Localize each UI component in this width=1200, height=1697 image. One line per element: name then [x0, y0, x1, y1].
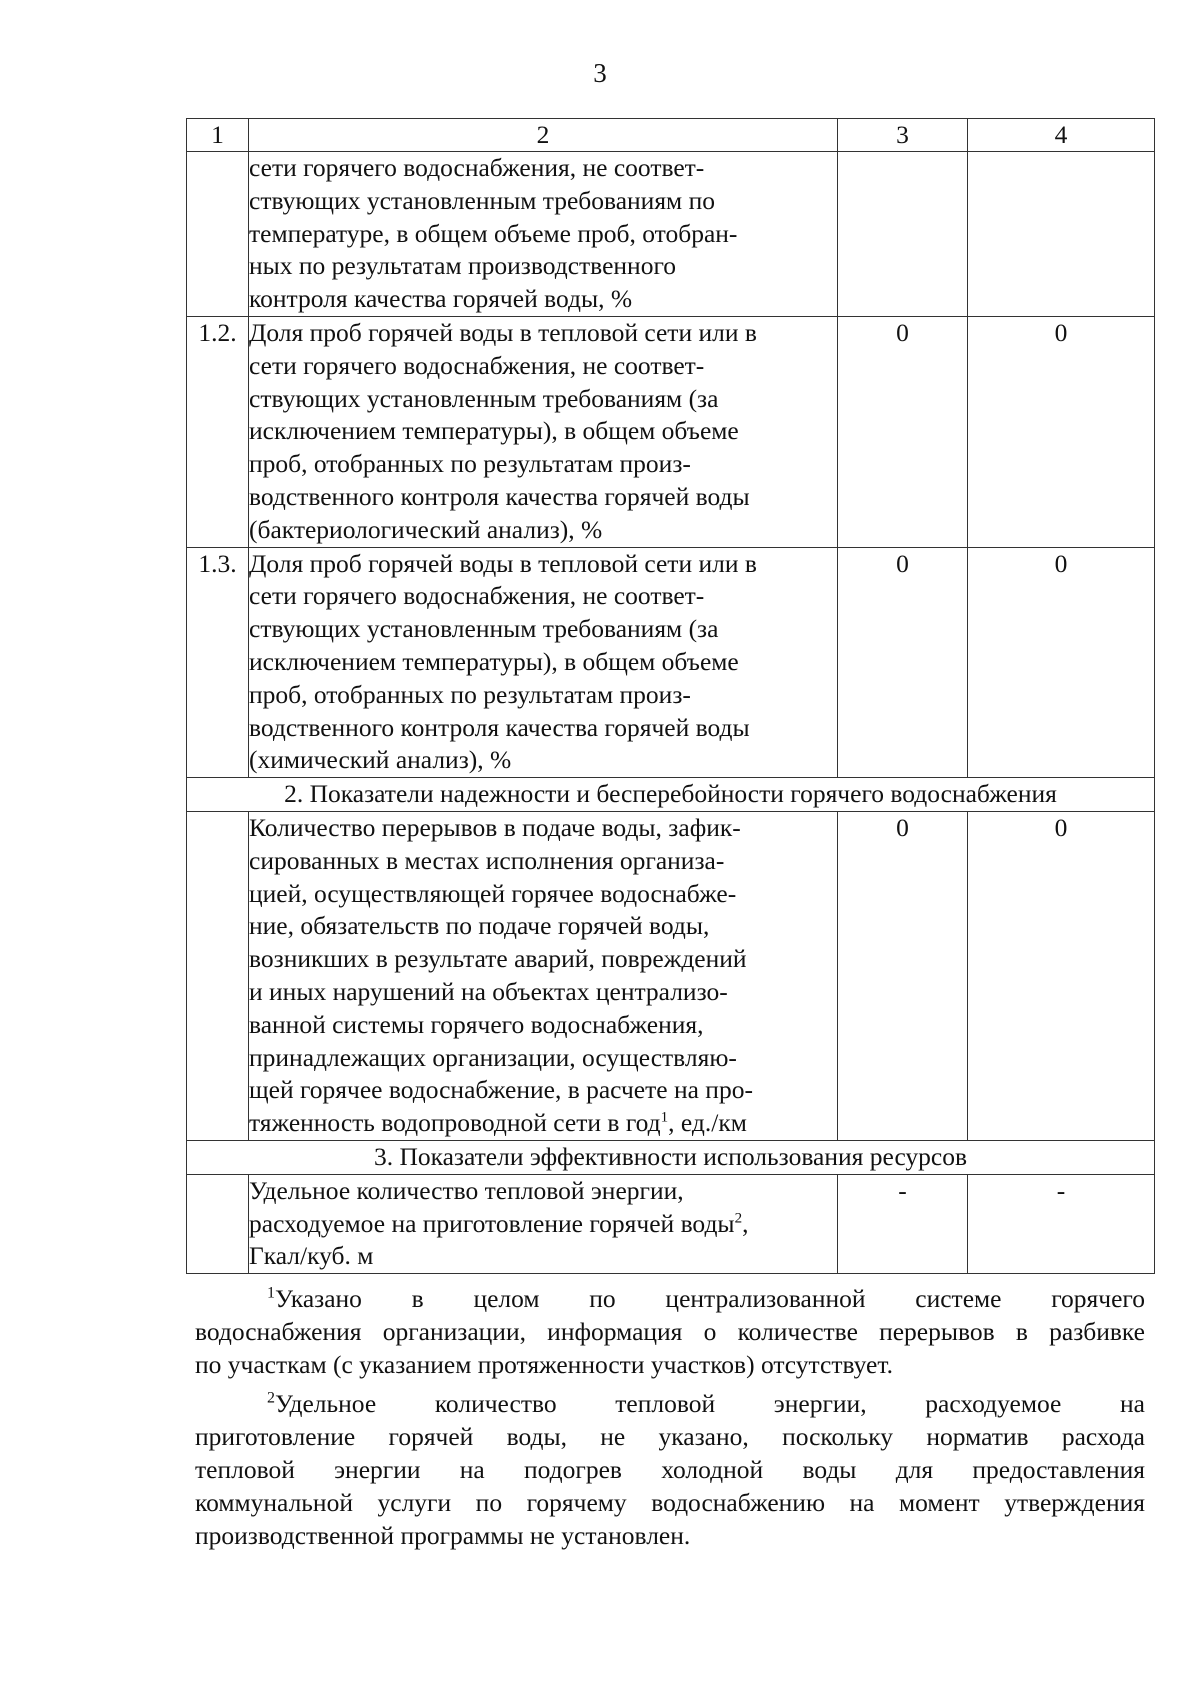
- value-col-3: 0: [838, 547, 968, 778]
- footnote-ref-1: 1: [660, 1109, 669, 1126]
- value-col-4: [968, 152, 1155, 317]
- header-col-3: 3: [838, 119, 968, 152]
- indicator-text: Доля проб горячей воды в тепловой сети или в сети горячего водоснабжения, не соответ- ствующих установленным требованиям (за исключением температуры), в общем объеме проб, отобранных по результатам произ- водственного контроля качества горячей воды (химический анализ), %: [249, 547, 838, 778]
- value-col-4: 0: [968, 811, 1155, 1140]
- value-col-4: 0: [968, 547, 1155, 778]
- footnote-marker-2: 2: [267, 1389, 275, 1407]
- value-col-4: -: [968, 1174, 1155, 1273]
- header-col-4: 4: [968, 119, 1155, 152]
- row-number: [187, 152, 249, 317]
- header-col-2: 2: [249, 119, 838, 152]
- indicator-text: Удельное количество тепловой энергии, расходуемое на приготовление горячей воды$^2$, Гкал/куб. м: [249, 1174, 838, 1273]
- table-row: [187, 316, 1155, 547]
- indicator-text: Количество перерывов в подаче воды, зафик- сированных в местах исполнения организа- цией, осуществляющей горячее водоснабже- ние, обязательств по подаче горячей воды, возникших в результате аварий, повреждений и иных нарушений на объектах централизо- ванной системы горячего водоснабжения, принадлежащих организации, осуществляю- щей горячее водоснабжение, в расчете на про- тяженность водопроводной сети в год$^1$, ед./км: [249, 811, 838, 1140]
- footnote-ref-2: 2: [734, 1210, 743, 1226]
- section-heading-3: 3. Показатели эффективности использования ресурсов: [187, 1140, 1155, 1174]
- footnote-2: $^2$Удельное количество тепловой энергии, расходуемое на приготовление горячей воды, не указано, поскольку норматив расхода тепловой энергии на подогрев холодной воды для предоставления коммунальной услуги по горячему водоснабжению на момент утверждения производственной программы не установлен.: [195, 1389, 1145, 1550]
- value-col-3: [838, 152, 968, 317]
- table-header-row: [187, 119, 1155, 152]
- row-number: 1.3.: [187, 547, 249, 778]
- value-col-3: 0: [838, 811, 968, 1140]
- table-row: [187, 811, 1155, 1140]
- value-col-3: -: [838, 1174, 968, 1273]
- section-row: [187, 1140, 1155, 1174]
- indicator-text: сети горячего водоснабжения, не соответ- ствующих установленным требованиям по температуре, в общем объеме проб, отобран- ных по результатам производственного контроля качества горячей воды, %: [249, 152, 838, 317]
- row-number: 1.2.: [187, 316, 249, 547]
- footnote-1: $^1$Указано в целом по централизованной системе горячего водоснабжения организации, информация о количестве перерывов в разбивке по участкам (с указанием протяженности участков) отсутствует.: [195, 1284, 1145, 1379]
- row-number: [187, 1174, 249, 1273]
- indicators-table: [186, 118, 1155, 1274]
- value-col-4: 0: [968, 316, 1155, 547]
- row-number: [187, 811, 249, 1140]
- table-row: [187, 547, 1155, 778]
- header-col-1: 1: [187, 119, 249, 152]
- table-row: [187, 152, 1155, 317]
- footnote-marker-1: 1: [267, 1284, 275, 1302]
- indicator-text: Доля проб горячей воды в тепловой сети или в сети горячего водоснабжения, не соответ- ствующих установленным требованиям (за исключением температуры), в общем объеме проб, отобранных по результатам произ- водственного контроля качества горячей воды (бактериологический анализ), %: [249, 316, 838, 547]
- page-number: 3: [593, 58, 607, 88]
- section-heading-2: 2. Показатели надежности и бесперебойности горячего водоснабжения: [187, 778, 1155, 812]
- value-col-3: 0: [838, 316, 968, 547]
- table-row: [187, 1174, 1155, 1273]
- footnotes: [195, 1282, 1145, 1552]
- section-row: [187, 778, 1155, 812]
